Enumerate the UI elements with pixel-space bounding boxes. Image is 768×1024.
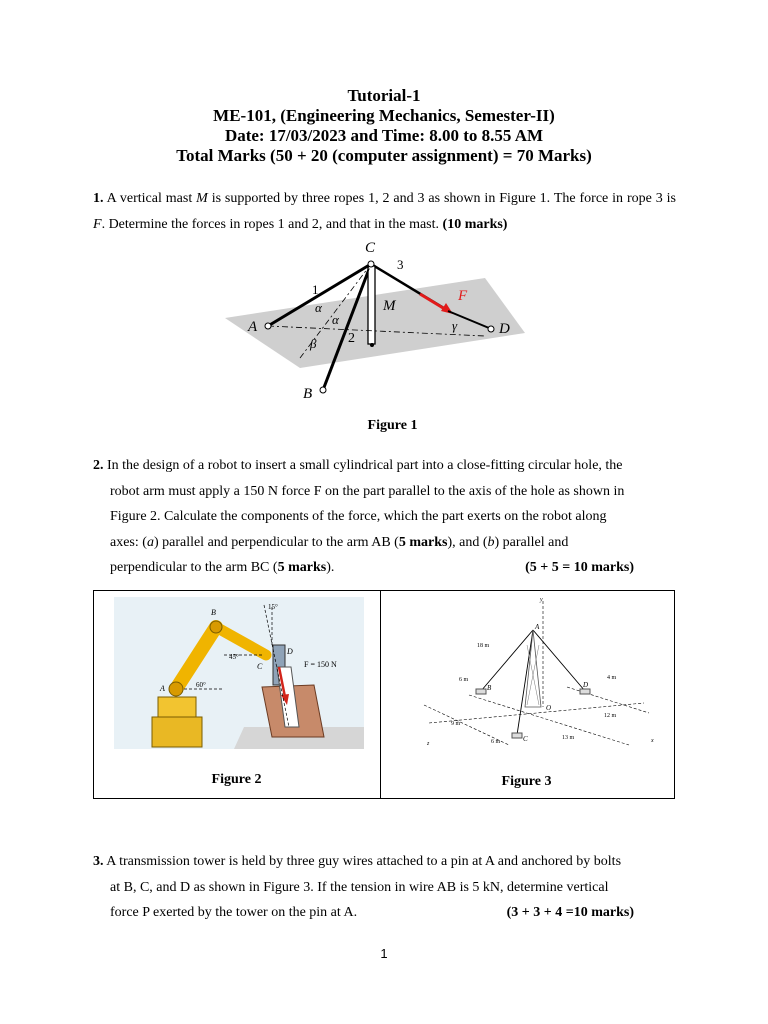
page-number: 1: [380, 946, 388, 961]
q2-line-5: [93, 555, 676, 581]
fig3-dim-6a: 6 m: [459, 677, 469, 683]
fig3-label-b: B: [487, 684, 492, 692]
q2-a: a: [146, 534, 154, 550]
q1-text-a: A vertical mast: [106, 191, 193, 206]
fig2-angle-15: 15°: [268, 603, 278, 611]
label-alpha: α: [315, 300, 322, 315]
label-m: M: [383, 298, 396, 314]
label-beta: β: [310, 336, 317, 351]
figure-2: [114, 597, 364, 749]
point-b: [320, 387, 326, 393]
fig2-angle-60: 60°: [196, 681, 206, 689]
q3-line-1: A transmission tower is held by three guy wires attached to a pin at A and anchored by bolts: [106, 854, 622, 869]
figure-2-caption: Figure 2: [211, 772, 262, 787]
figure-1: [215, 238, 545, 406]
q2-l4a: axes: (: [110, 534, 147, 550]
q3-marks: (3 + 3 + 4 =10 marks): [506, 905, 634, 920]
question-3-number: 3.: [93, 854, 104, 869]
fig3-label-c: C: [523, 735, 528, 743]
q1-mast-symbol: M: [196, 191, 208, 206]
anchor-b: [476, 689, 486, 694]
q2-marks-b: 5 marks: [277, 560, 327, 575]
q2-line-2: robot arm must apply a 150 N force F on the part parallel to the axis of the hole as shown in: [110, 483, 625, 499]
anchor-c: [512, 733, 522, 738]
mast-base: [370, 343, 374, 347]
fig3-dim-9: 9 m: [451, 721, 461, 727]
q2-total-marks: (5 + 5 = 10 marks): [525, 560, 634, 575]
mast: [368, 266, 375, 344]
q2-line-4: [93, 530, 676, 556]
q3-line-3-text: force P exerted by the tower on the pin at A.: [110, 905, 358, 920]
label-gamma: γ: [452, 318, 458, 333]
question-2: [93, 453, 676, 581]
label-rope-1: 1: [312, 282, 319, 297]
anchor-d: [580, 689, 590, 694]
robot-base: [152, 717, 202, 747]
label-rope-3: 3: [397, 257, 404, 272]
fig2-label-d: D: [287, 647, 293, 656]
date-time: Date: 17/03/2023 and Time: 8.00 to 8.55 AM: [224, 126, 544, 145]
course-title: ME-101, (Engineering Mechanics, Semester-II): [213, 106, 555, 125]
fig3-dim-12: 12 m: [604, 713, 617, 719]
q1-force-symbol: F: [93, 216, 102, 232]
total-marks: Total Marks (50 + 20 (computer assignment) = 70 Marks): [176, 146, 592, 165]
wire-ad: [533, 630, 585, 691]
q2-b: b: [487, 534, 495, 550]
fig3-dim-18: 18 m: [477, 643, 490, 649]
tutorial-title: Tutorial-1: [347, 86, 421, 105]
q3-line-2: at B, C, and D as shown in Figure 3. If the tension in wire AB is 5 kN, determine vertical: [110, 879, 609, 895]
question-1: [93, 186, 676, 237]
joint-a: [169, 682, 183, 696]
fig3-dim-4: 4 m: [607, 675, 617, 681]
fig3-label-a: A: [535, 623, 540, 631]
q2-l4c: ), and (: [447, 534, 488, 550]
joint-b: [210, 621, 222, 633]
label-a: A: [248, 319, 258, 335]
figures-2-3-box: [93, 590, 675, 799]
label-f: F: [458, 288, 468, 304]
fig3-label-x: x: [651, 738, 654, 744]
q2-l5a: perpendicular to the arm BC (: [110, 560, 278, 575]
label-rope-2: 2: [348, 331, 355, 346]
question-2-number: 2.: [93, 458, 104, 473]
fig2-force-label: F = 150 N: [304, 660, 337, 669]
q2-l5b: ).: [326, 560, 335, 575]
fig3-label-d: D: [583, 681, 589, 689]
figure-1-caption: Figure 1: [367, 418, 418, 433]
label-c: C: [365, 240, 376, 256]
document-header: [0, 86, 768, 166]
label-alpha-2: α: [332, 312, 339, 327]
fig3-label-z: z: [427, 741, 430, 747]
label-b: B: [303, 386, 313, 402]
q2-l4d: ) parallel and: [494, 534, 569, 550]
figure-3: [399, 595, 669, 755]
q2-line-1: In the design of a robot to insert a small cylindrical part into a close-fitting circular hole, the: [107, 458, 623, 473]
fig2-angle-45: 45°: [229, 653, 239, 661]
question-1-number: 1.: [93, 191, 104, 206]
figure-3-caption: Figure 3: [501, 774, 552, 789]
point-d: [488, 326, 494, 332]
figure-divider: [380, 591, 381, 798]
question-3: [93, 849, 676, 926]
fig3-dim-13: 13 m: [562, 735, 575, 741]
q2-marks-a: 5 marks: [398, 534, 448, 550]
q2-line-3: Figure 2. Calculate the components of the force, which the part exerts on the robot along: [110, 509, 607, 524]
fig2-label-c: C: [257, 662, 263, 671]
q1-text-c: . Determine the forces in ropes 1 and 2, and that in the mast.: [101, 216, 440, 232]
point-c: [368, 261, 374, 267]
robot-column: [158, 697, 196, 717]
fig2-label-b: B: [211, 608, 216, 617]
fig3-dim-6b: 6 m: [491, 739, 501, 745]
q2-l4b: ) parallel and perpendicular to the arm AB (: [153, 534, 399, 550]
label-d: D: [499, 321, 510, 337]
q1-marks: (10 marks): [442, 216, 508, 232]
q1-text-b: is supported by three ropes 1, 2 and 3 as shown in Figure 1. The force in rope 3 is: [211, 191, 676, 206]
fig3-label-o: O: [546, 704, 552, 712]
q3-line-3: [93, 900, 676, 926]
fig3-label-y: y: [540, 597, 543, 603]
point-a: [265, 323, 271, 329]
fig2-label-a: A: [160, 684, 165, 693]
